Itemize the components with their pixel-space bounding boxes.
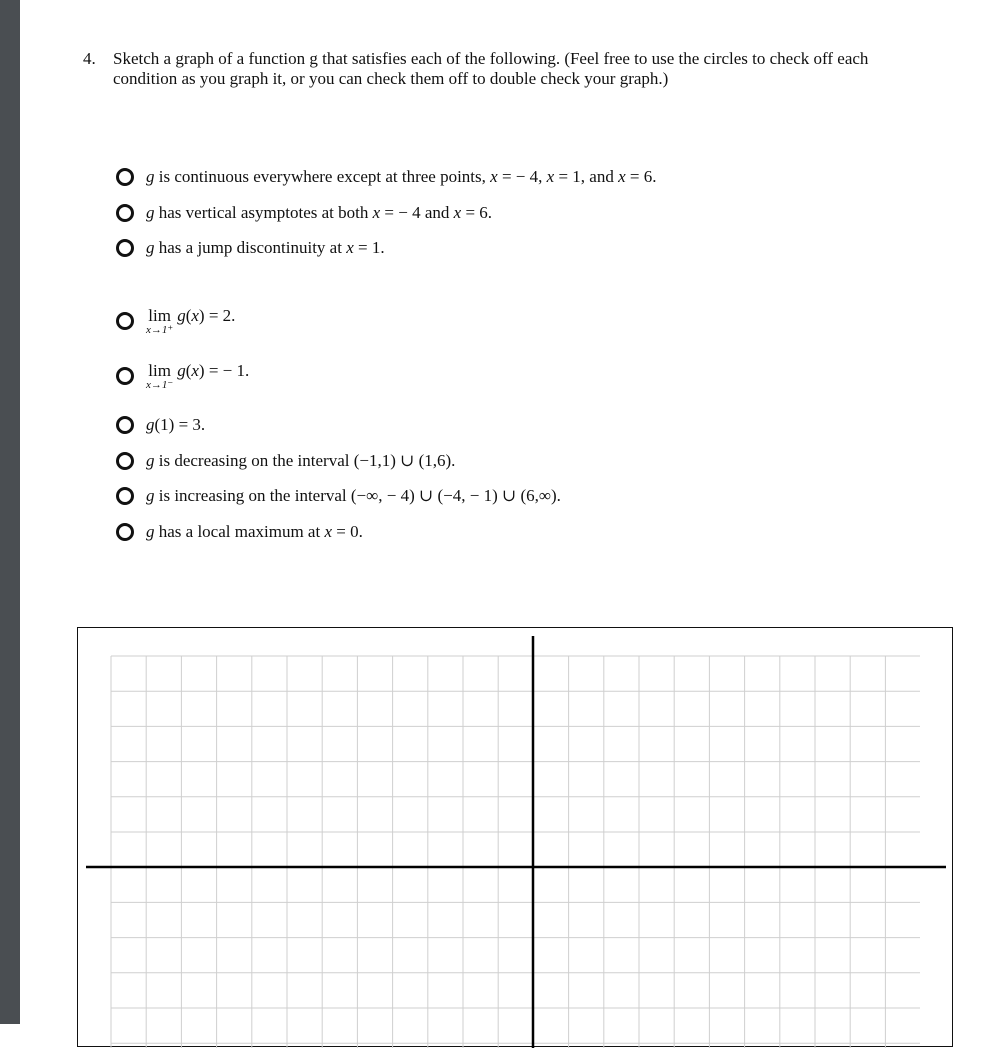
lim-subscript: x→1⁻: [146, 379, 174, 391]
lim-word: lim: [148, 306, 171, 325]
graph-grid[interactable]: [78, 628, 954, 1048]
check-circle[interactable]: [116, 239, 134, 257]
condition-decreasing: [116, 451, 455, 471]
graph-area[interactable]: [77, 627, 953, 1047]
check-circle[interactable]: [116, 367, 134, 385]
condition-jump: [116, 238, 385, 258]
check-circle[interactable]: [116, 312, 134, 330]
check-circle[interactable]: [116, 168, 134, 186]
condition-right-limit: [116, 308, 235, 336]
check-circle[interactable]: [116, 452, 134, 470]
worksheet-page: [20, 0, 1000, 1024]
limit-notation: [146, 308, 173, 336]
condition-increasing: [116, 486, 561, 506]
condition-text: g is decreasing on the interval (−1,1) ∪ (1,6).: [146, 451, 456, 470]
condition-text: g has a local maximum at x = 0.: [146, 522, 363, 541]
condition-asymptotes: [116, 203, 492, 223]
condition-value: [116, 415, 205, 435]
limit-notation: [146, 363, 173, 391]
limit-expression: g(x) = − 1.: [177, 361, 250, 380]
condition-text: g has a jump discontinuity at x = 1.: [146, 238, 385, 257]
check-circle[interactable]: [116, 487, 134, 505]
limit-expression: g(x) = 2.: [177, 306, 236, 325]
check-circle[interactable]: [116, 416, 134, 434]
condition-text: g is continuous everywhere except at three points, x = − 4, x = 1, and x = 6.: [146, 167, 657, 186]
condition-text: g is increasing on the interval (−∞, − 4) ∪ (−4, − 1) ∪ (6,∞).: [146, 486, 561, 505]
check-circle[interactable]: [116, 523, 134, 541]
condition-left-limit: [116, 363, 249, 391]
lim-word: lim: [148, 361, 171, 380]
lim-subscript: x→1⁺: [146, 324, 174, 336]
condition-continuity: [116, 167, 656, 187]
condition-text: g(1) = 3.: [146, 415, 206, 434]
question-number: 4.: [83, 49, 96, 68]
window-side-bar: [0, 0, 20, 1024]
condition-local-max: [116, 522, 363, 542]
question-text: Sketch a graph of a function g that satisfies each of the following. (Feel free to use the circles to check off each condition as you graph it, or you can check them off to double check your graph.): [113, 49, 869, 88]
condition-text: g has vertical asymptotes at both x = − 4 and x = 6.: [146, 203, 493, 222]
check-circle[interactable]: [116, 204, 134, 222]
